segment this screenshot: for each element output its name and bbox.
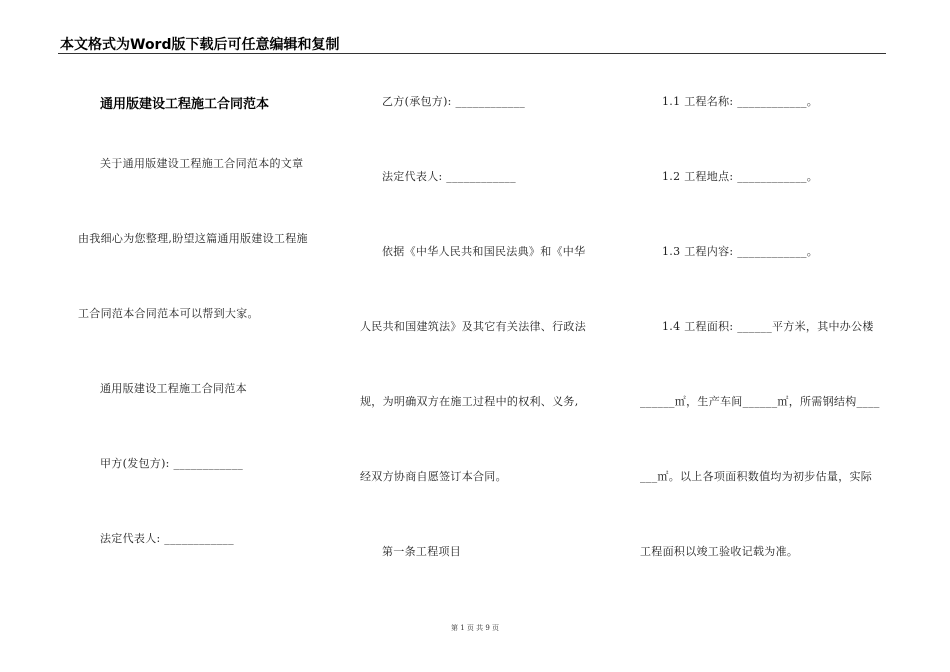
col2-line-3: 依据《中华人民共和国民法典》和《中华 (382, 245, 586, 258)
col2-line-4: 人民共和国建筑法》及其它有关法律、行政法 (360, 320, 586, 333)
project-area-field: 1.4 工程面积: ______平方米，其中办公楼 (662, 320, 874, 333)
col3-line-6: ___㎡。以上各项面积数值均为初步估量，实际 (640, 470, 873, 483)
party-a-field: 甲方(发包方): ____________ (100, 457, 244, 470)
col2-line-6: 经双方协商自愿签订本合同。 (360, 470, 507, 483)
document-header: 本文格式为Word版下载后可任意编辑和复制 (60, 37, 340, 53)
document-title: 通用版建设工程施工合同范本 (100, 97, 270, 112)
col3-line-7: 工程面积以竣工验收记载为准。 (640, 545, 799, 558)
header-divider (58, 53, 886, 54)
col1-line-1: 关于通用版建设工程施工合同范本的文章 (100, 157, 304, 170)
col1-line-2: 由我细心为您整理,盼望这篇通用版建设工程施 (78, 232, 308, 245)
project-content-field: 1.3 工程内容: ____________。 (662, 245, 819, 258)
party-b-field: 乙方(承包方): ____________ (382, 95, 526, 108)
col2-line-5: 规，为明确双方在施工过程中的权利、义务, (360, 395, 579, 408)
section-heading-1: 第一条工程项目 (382, 545, 462, 558)
page-number: 第 1 页 共 9 页 (450, 624, 500, 632)
project-name-field: 1.1 工程名称: ____________。 (662, 95, 819, 108)
col1-line-4: 通用版建设工程施工合同范本 (100, 382, 247, 395)
project-location-field: 1.2 工程地点: ____________。 (662, 170, 819, 183)
col1-line-3: 工合同范本合同范本可以帮到大家。 (78, 307, 259, 320)
party-a-representative-field: 法定代表人: ____________ (100, 532, 234, 545)
col3-line-5: ______㎡，生产车间______㎡，所需钢结构____ (640, 395, 880, 408)
party-b-representative-field: 法定代表人: ____________ (382, 170, 516, 183)
